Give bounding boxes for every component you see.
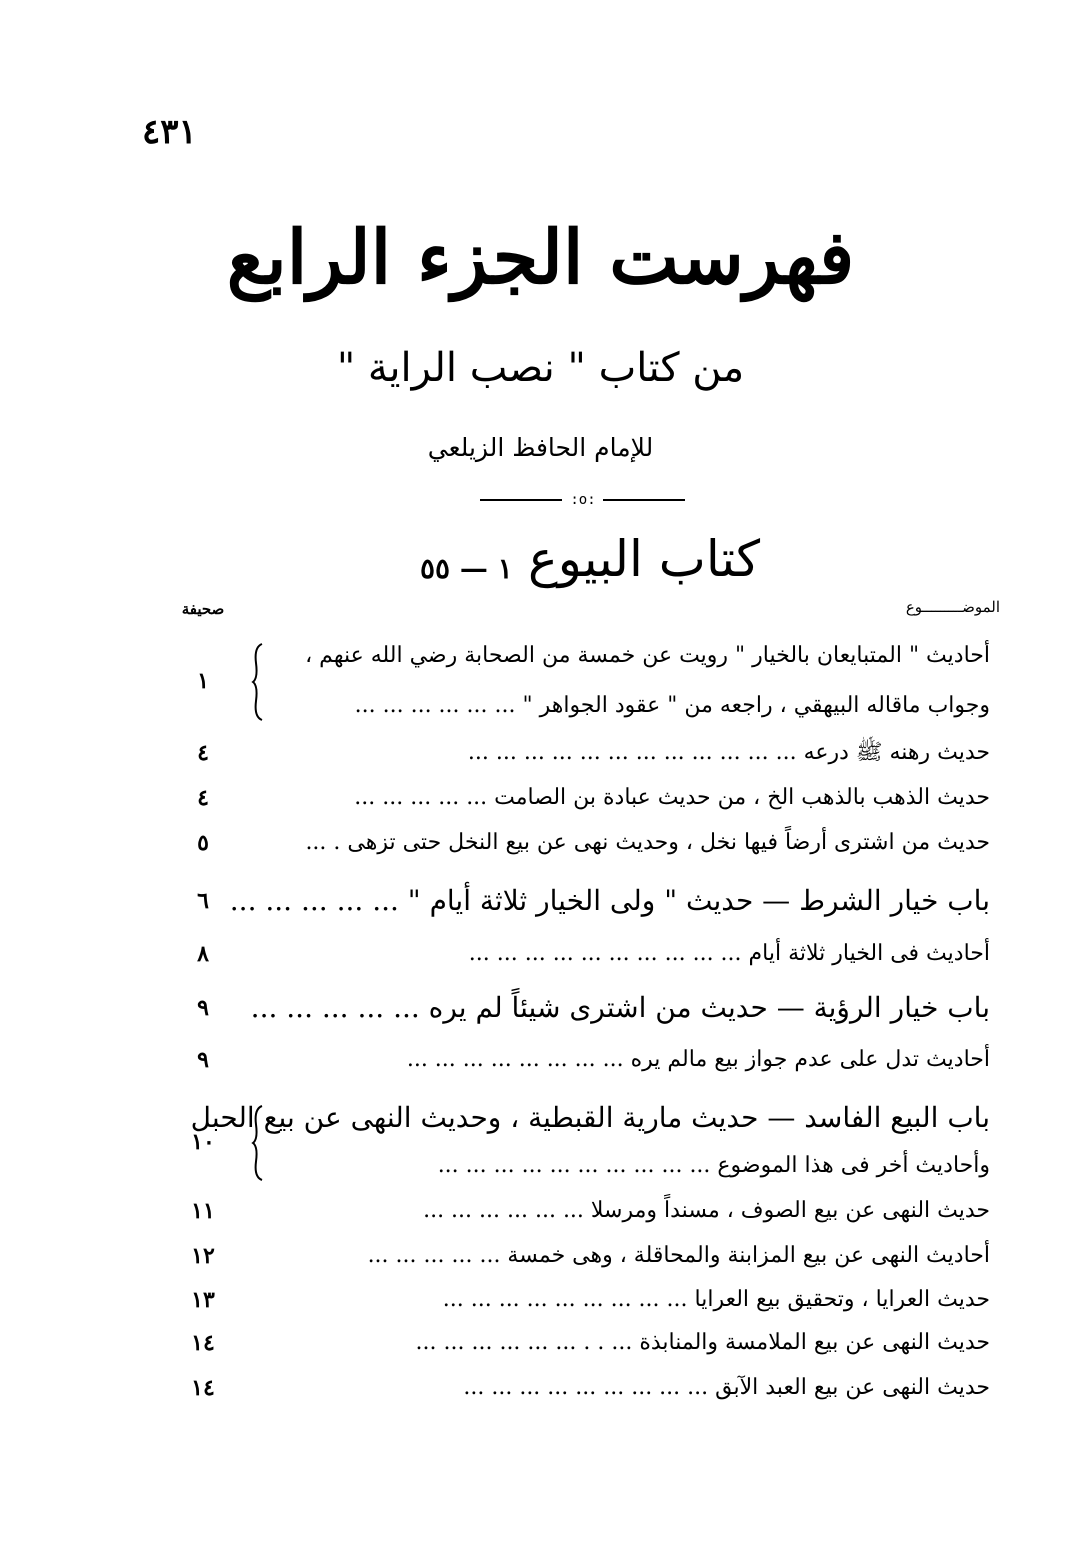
brace-icon	[252, 644, 266, 720]
toc-entry-page: ٥	[197, 830, 209, 856]
toc-entry-text: وأحاديث أخر فى هذا الموضوع ... ... ... ... ... ... ... ... ... ...	[437, 1153, 990, 1178]
toc-entry-page: ١٤	[191, 1375, 215, 1401]
toc-entry-page: ٩	[197, 995, 209, 1021]
book-header	[420, 530, 770, 600]
toc-entry-page: ٩	[197, 1047, 209, 1073]
toc-entry-page: ٤	[197, 785, 209, 811]
toc-entry-text: حديث النهى عن بيع الصوف ، مسنداً ومرسلا ... ... ... ... ... ...	[423, 1198, 990, 1223]
toc-entry-page: ١	[197, 668, 209, 694]
brace-icon	[252, 1106, 266, 1180]
toc-entry-text: حديث من اشترى أرضاً فيها نخل ، وحديث نهى عن بيع النخل حتى تزهى . ...	[305, 830, 990, 855]
author-line: للإمام الحافظ الزيلعي	[427, 433, 654, 462]
toc-entry-page: ١٠	[191, 1129, 215, 1155]
divider-line	[603, 499, 685, 501]
toc-entry-page: ١٤	[191, 1330, 215, 1356]
toc-entry-text: أحاديث تدل على عدم جواز بيع مالم يره ... ... ... ... ... ... ... ...	[406, 1047, 990, 1072]
toc-entry-text: أحاديث النهى عن بيع المزابنة والمحاقلة ، وهى خمسة ... ... ... ... ...	[367, 1243, 990, 1268]
toc-entry-text: وجواب ماقاله البيهقي ، راجعه من " عقود الجواهر " ... ... ... ... ... ...	[354, 693, 990, 718]
toc-entry-text: أحاديث " المتبايعان بالخيار " رويت عن خمسة من الصحابة رضي الله عنهم ،	[305, 643, 990, 668]
column-header-page: صحيفة	[181, 600, 225, 618]
toc-entry-text: باب خيار الشرط — حديث " ولى الخيار ثلاثة أيام " ... ... ... ... ...	[229, 884, 990, 917]
toc-entry-text: باب البيع الفاسد — حديث مارية القبطية ، وحديث النهى عن بيع الحبل	[190, 1101, 990, 1134]
toc-entry-page: ٤	[197, 740, 209, 766]
toc-entry-page: ١١	[191, 1198, 215, 1224]
toc-entry-text: باب خيار الرؤية — حديث من اشترى شيئاً لم يره ... ... ... ... ...	[250, 991, 990, 1024]
toc-entry-page: ٦	[197, 888, 209, 914]
page-number: ٤٣١	[142, 112, 197, 152]
toc-entry-text: حديث العرايا ، وتحقيق بيع العرايا ... ... ... ... ... ... ... ... ...	[442, 1287, 990, 1312]
toc-entry-page: ٨	[197, 941, 209, 967]
book-page-range: ١ — ٥٥	[420, 552, 513, 585]
divider-line	[480, 499, 562, 501]
toc-entry-text: حديث النهى عن بيع الملامسة والمنابذة ... . . ... ... ... ... ... ...	[415, 1330, 990, 1355]
column-header-subject: الموضـــــــــوع	[905, 598, 1000, 616]
page-title: فهرست الجزء الرابع	[226, 215, 855, 301]
toc-entry-page: ١٣	[191, 1287, 215, 1313]
toc-entry-text: حديث الذهب بالذهب الخ ، من حديث عبادة بن الصامت ... ... ... ... ...	[354, 785, 990, 810]
toc-entry-text: حديث النهى عن بيع العبد الآبق ... ... ... ... ... ... ... ... ...	[463, 1375, 990, 1400]
toc-entry-text: حديث رهنه ﷺ درعه ... ... ... ... ... ... ... ... ... ... ... ...	[467, 740, 990, 765]
toc-entry-page: ١٢	[191, 1243, 215, 1269]
subtitle: من كتاب " نصب الراية "	[336, 345, 745, 391]
toc-entry-text: أحاديث فى الخيار ثلاثة أيام ... ... ... ... ... ... ... ... ... ...	[468, 941, 990, 966]
divider-ornament: :o:	[570, 492, 596, 508]
ornament-divider	[480, 490, 685, 510]
book-title: كتاب البيوع	[527, 530, 760, 588]
